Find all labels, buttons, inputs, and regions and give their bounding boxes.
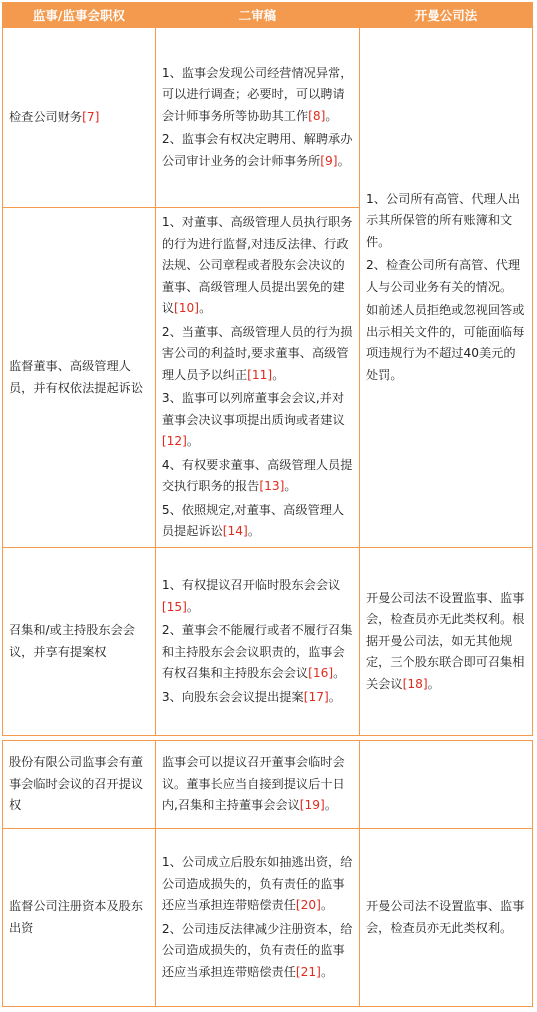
table-row — [3, 28, 533, 208]
footnote-ref[interactable]: [16] — [308, 666, 334, 680]
draft-item: 1、公司成立后股东如抽逃出资，给公司造成损失的，负有责任的监事还应当承担连带赔偿责任[20]。 — [161, 855, 353, 912]
comparison-table-part1 — [2, 2, 533, 736]
footnote-ref[interactable]: [17] — [303, 689, 329, 704]
topic-cell: 监督董事、高级管理人员，并有权依法提起诉讼 — [3, 208, 156, 548]
draft-item: 2、当董事、高级管理人员的行为损害公司的利益时,要求董事、高级管理人员予以纠正[11]。 — [161, 324, 353, 382]
table-row — [3, 741, 533, 829]
footnote-ref[interactable]: [9] — [320, 153, 338, 168]
header-col2: 二审稿 — [155, 3, 359, 28]
header-row — [3, 3, 533, 28]
cayman-item: 1、公司所有高管、代理人出示其所保管的所有账簿和文件。 — [366, 191, 521, 249]
cayman-item: 2、检查公司所有高管、代理人与公司业务有关的情况。 — [366, 258, 521, 294]
comparison-table-part2 — [2, 740, 533, 1007]
cayman-cell — [360, 829, 533, 1007]
cayman-item: 如前述人员拒绝或忽视回答或出示相关文件的，可能面临每项违规行为不超过40美元的处罚。 — [366, 303, 525, 382]
header-col3: 开曼公司法 — [360, 3, 533, 28]
draft-cell — [155, 28, 359, 208]
draft-item: 2、董事会不能履行或者不履行召集和主持股东会会议职责的，监事会有权召集和主持股东会会议[16]。 — [161, 623, 353, 680]
footnote-ref[interactable]: [18] — [402, 676, 428, 691]
cayman-item: 开曼公司法不设置监事、监事会，检查员亦无此类权利。根据开曼公司法，如无其他规定，三个股东联合即可召集相关会议[18]。 — [366, 590, 525, 691]
topic-text: 检查公司财务 — [9, 109, 83, 124]
cayman-item: 开曼公司法不设置监事、监事会，检查员亦无此类权利。 — [366, 899, 525, 935]
draft-cell — [155, 829, 359, 1007]
footnote-ref[interactable]: [8] — [308, 108, 326, 123]
footnote-ref[interactable]: [7] — [82, 109, 100, 124]
draft-item: 2、监事会有权决定聘用、解聘承办公司审计业务的会计师事务所[9]。 — [161, 132, 353, 168]
footnote-ref[interactable]: [21] — [295, 964, 321, 979]
footnote-ref[interactable]: [19] — [299, 798, 325, 813]
cayman-merged-cell — [360, 28, 533, 548]
draft-item: 4、有权要求董事、高级管理人员提交执行职务的报告[13]。 — [161, 457, 353, 494]
topic-cell: 监督公司注册资本及股东出资 — [3, 829, 156, 1007]
footnote-ref[interactable]: [12] — [161, 434, 187, 449]
topic-cell: 股份有限公司监事会有董事会临时会议的召开提议权 — [3, 741, 156, 829]
draft-item: 2、公司违反法律减少注册资本，给公司造成损失的，负有责任的监事还应当承担连带赔偿责任[21]。 — [161, 921, 353, 979]
draft-item: 1、有权提议召开临时股东会会议[15]。 — [161, 578, 341, 614]
draft-cell — [155, 208, 359, 548]
draft-cell — [155, 741, 359, 829]
draft-item: 1、对董事、高级管理人员执行职务的行为进行监督,对违反法律、行政法规、公司章程或者股东会决议的董事、高级管理人员提出罢免的建议[10]。 — [161, 215, 353, 316]
draft-cell — [155, 548, 359, 736]
table-row — [3, 548, 533, 736]
footnote-ref[interactable]: [13] — [259, 479, 285, 494]
footnote-ref[interactable]: [11] — [247, 367, 273, 382]
draft-item: 1、监事会发现公司经营情况异常，可以进行调查；必要时，可以聘请会计师事务所等协助其工作[8]。 — [161, 65, 353, 123]
header-col1: 监事/监事会职权 — [3, 3, 156, 28]
cayman-cell — [360, 548, 533, 736]
footnote-ref[interactable]: [14] — [222, 524, 248, 539]
draft-item: 3、监事可以列席董事会会议,并对董事会决议事项提出质询或者建议[12]。 — [161, 391, 345, 449]
footnote-ref[interactable]: [15] — [161, 599, 187, 614]
table-row — [3, 829, 533, 1007]
topic-cell — [3, 28, 156, 208]
cayman-cell-empty — [360, 741, 533, 829]
topic-cell: 召集和/或主持股东会会议，并享有提案权 — [3, 548, 156, 736]
footnote-ref[interactable]: [10] — [174, 301, 200, 316]
footnote-ref[interactable]: [20] — [295, 898, 321, 912]
draft-item: 3、向股东会会议提出提案[17]。 — [161, 689, 341, 704]
draft-item: 5、依照规定,对董事、高级管理人员提起诉讼[14]。 — [161, 502, 345, 539]
draft-item: 监事会可以提议召开董事会临时会议。董事长应当自接到提议后十日内,召集和主持董事会会议[19]。 — [161, 755, 345, 813]
